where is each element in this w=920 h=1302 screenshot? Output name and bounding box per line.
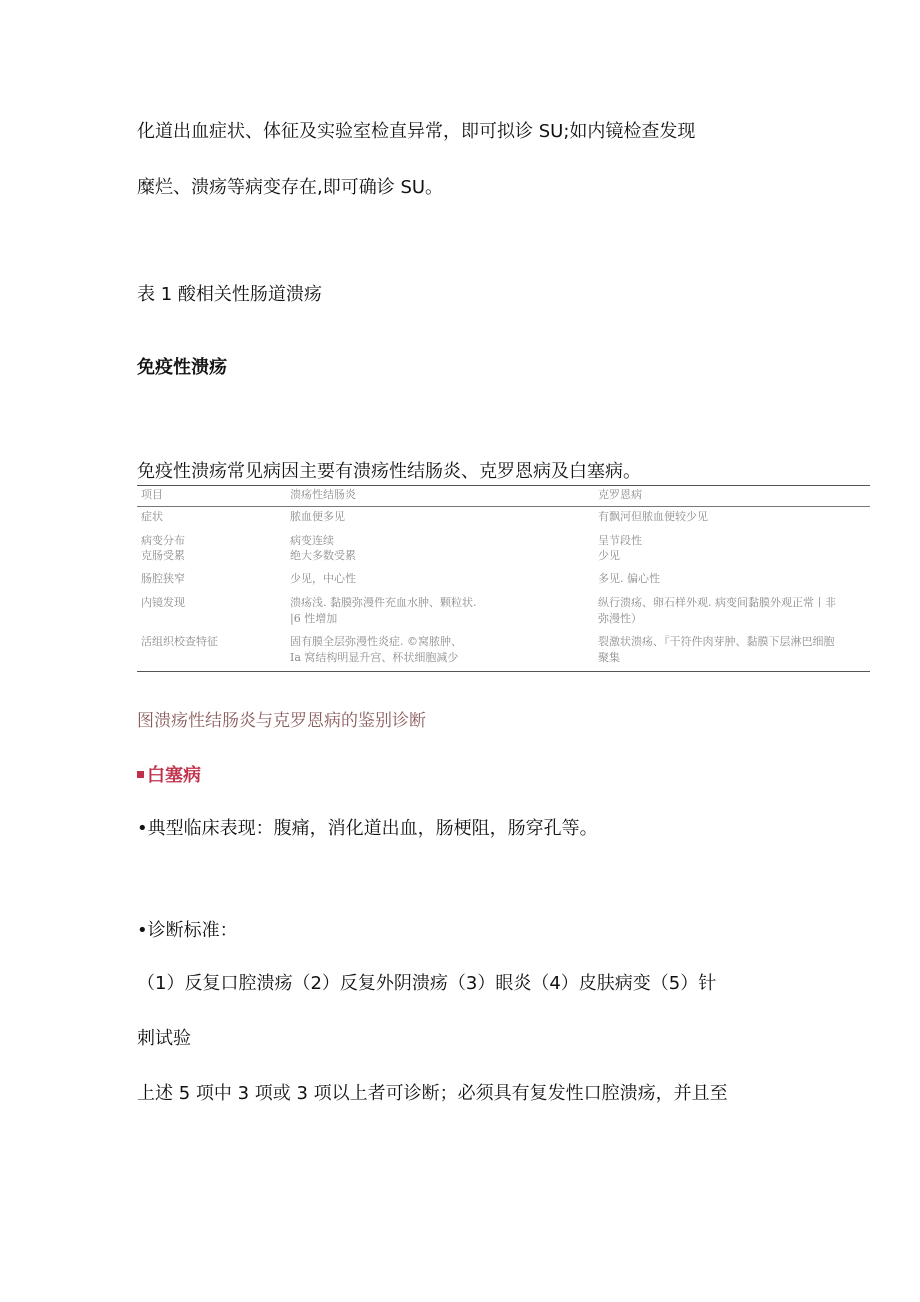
table-cell: 呈节段性: [598, 534, 642, 547]
paragraph-line-2: 糜烂、溃疡等病变存在,即可确诊 SU。: [137, 177, 444, 198]
behcet-criteria-line-2: 刺试验: [137, 1028, 191, 1049]
behcet-criteria-label: •诊断标准：: [137, 920, 238, 941]
table-cell: 克肠受累: [141, 549, 185, 562]
table-cell: 绝大多数受累: [290, 549, 356, 562]
table-cell: 裂激状溃疡、『干符件肉芽肿、黏膜下层淋巴细胞: [598, 635, 835, 648]
table-title: 表 1 酸相关性肠道溃疡: [137, 284, 322, 305]
figure-caption: 图溃疡性结肠炎与克罗恩病的鉴别诊断: [137, 711, 426, 731]
table-cell: 少见: [598, 549, 620, 562]
table-rule-top: [137, 485, 870, 486]
table-cell: 症状: [141, 510, 163, 523]
behcet-conclusion: 上述 5 项中 3 项或 3 项以上者可诊断；必须具有复发性口腔溃疡，并且至: [137, 1083, 728, 1104]
table-header-item: 项目: [141, 488, 163, 501]
table-cell: 固有膜全层弥漫性炎症. ©窝脓肿、: [290, 635, 462, 648]
behcet-criteria-line-1: （1）反复口腔溃疡（2）反复外阴溃疡（3）眼炎（4）皮肤病变（5）针: [137, 973, 717, 994]
table-cell: 弥漫性）: [598, 612, 642, 625]
table-cell: 溃疡浅. 黏膜弥漫件充血水肿、颗粒状.: [290, 596, 477, 609]
table-rule-bottom: [137, 671, 870, 672]
table-cell: 病变分布: [141, 534, 185, 547]
section-heading-behcet: [137, 764, 201, 788]
paragraph-line-1: 化道出血症状、体征及实验室检直异常，即可拟诊 SU;如内镜检查发现: [137, 121, 696, 142]
section-heading-immune: 免疫性溃疡: [137, 357, 227, 378]
table-header-uc: 溃疡性结肠炎: [290, 488, 356, 501]
table-cell: 内镜发现: [141, 596, 185, 609]
table-cell: 多见. 偏心性: [598, 572, 660, 585]
table-rule-mid: [137, 506, 870, 507]
behcet-clinical: •典型临床表现：腹痛，消化道出血，肠梗阻，肠穿孔等。: [137, 818, 598, 839]
table-cell: 活组织校查特征: [141, 635, 218, 648]
table-cell: 有飘河但脓血便较少见: [598, 510, 708, 523]
table-cell: Ia 窝结构明显升宫、杯状细胞减少: [290, 651, 459, 664]
table-header-crohn: 克罗恩病: [598, 488, 642, 501]
table-cell: 纵行溃疡、卵石样外观. 病变间黏膜外观正常丨非: [598, 596, 836, 609]
table-cell: 病变连续: [290, 534, 334, 547]
behcet-heading-text: 白塞病: [147, 765, 201, 786]
square-bullet-icon: [137, 771, 144, 778]
table-cell: |6 性增加: [290, 612, 338, 625]
table-cell: 脓血便多见: [290, 510, 345, 523]
table-cell: 聚集: [598, 651, 620, 664]
immune-intro: 免疫性溃疡常见病因主要有溃疡性结肠炎、克罗恩病及白塞病。: [137, 461, 641, 482]
table-cell: 少见，中心性: [290, 572, 356, 585]
table-cell: 肠腔狭窄: [141, 572, 185, 585]
